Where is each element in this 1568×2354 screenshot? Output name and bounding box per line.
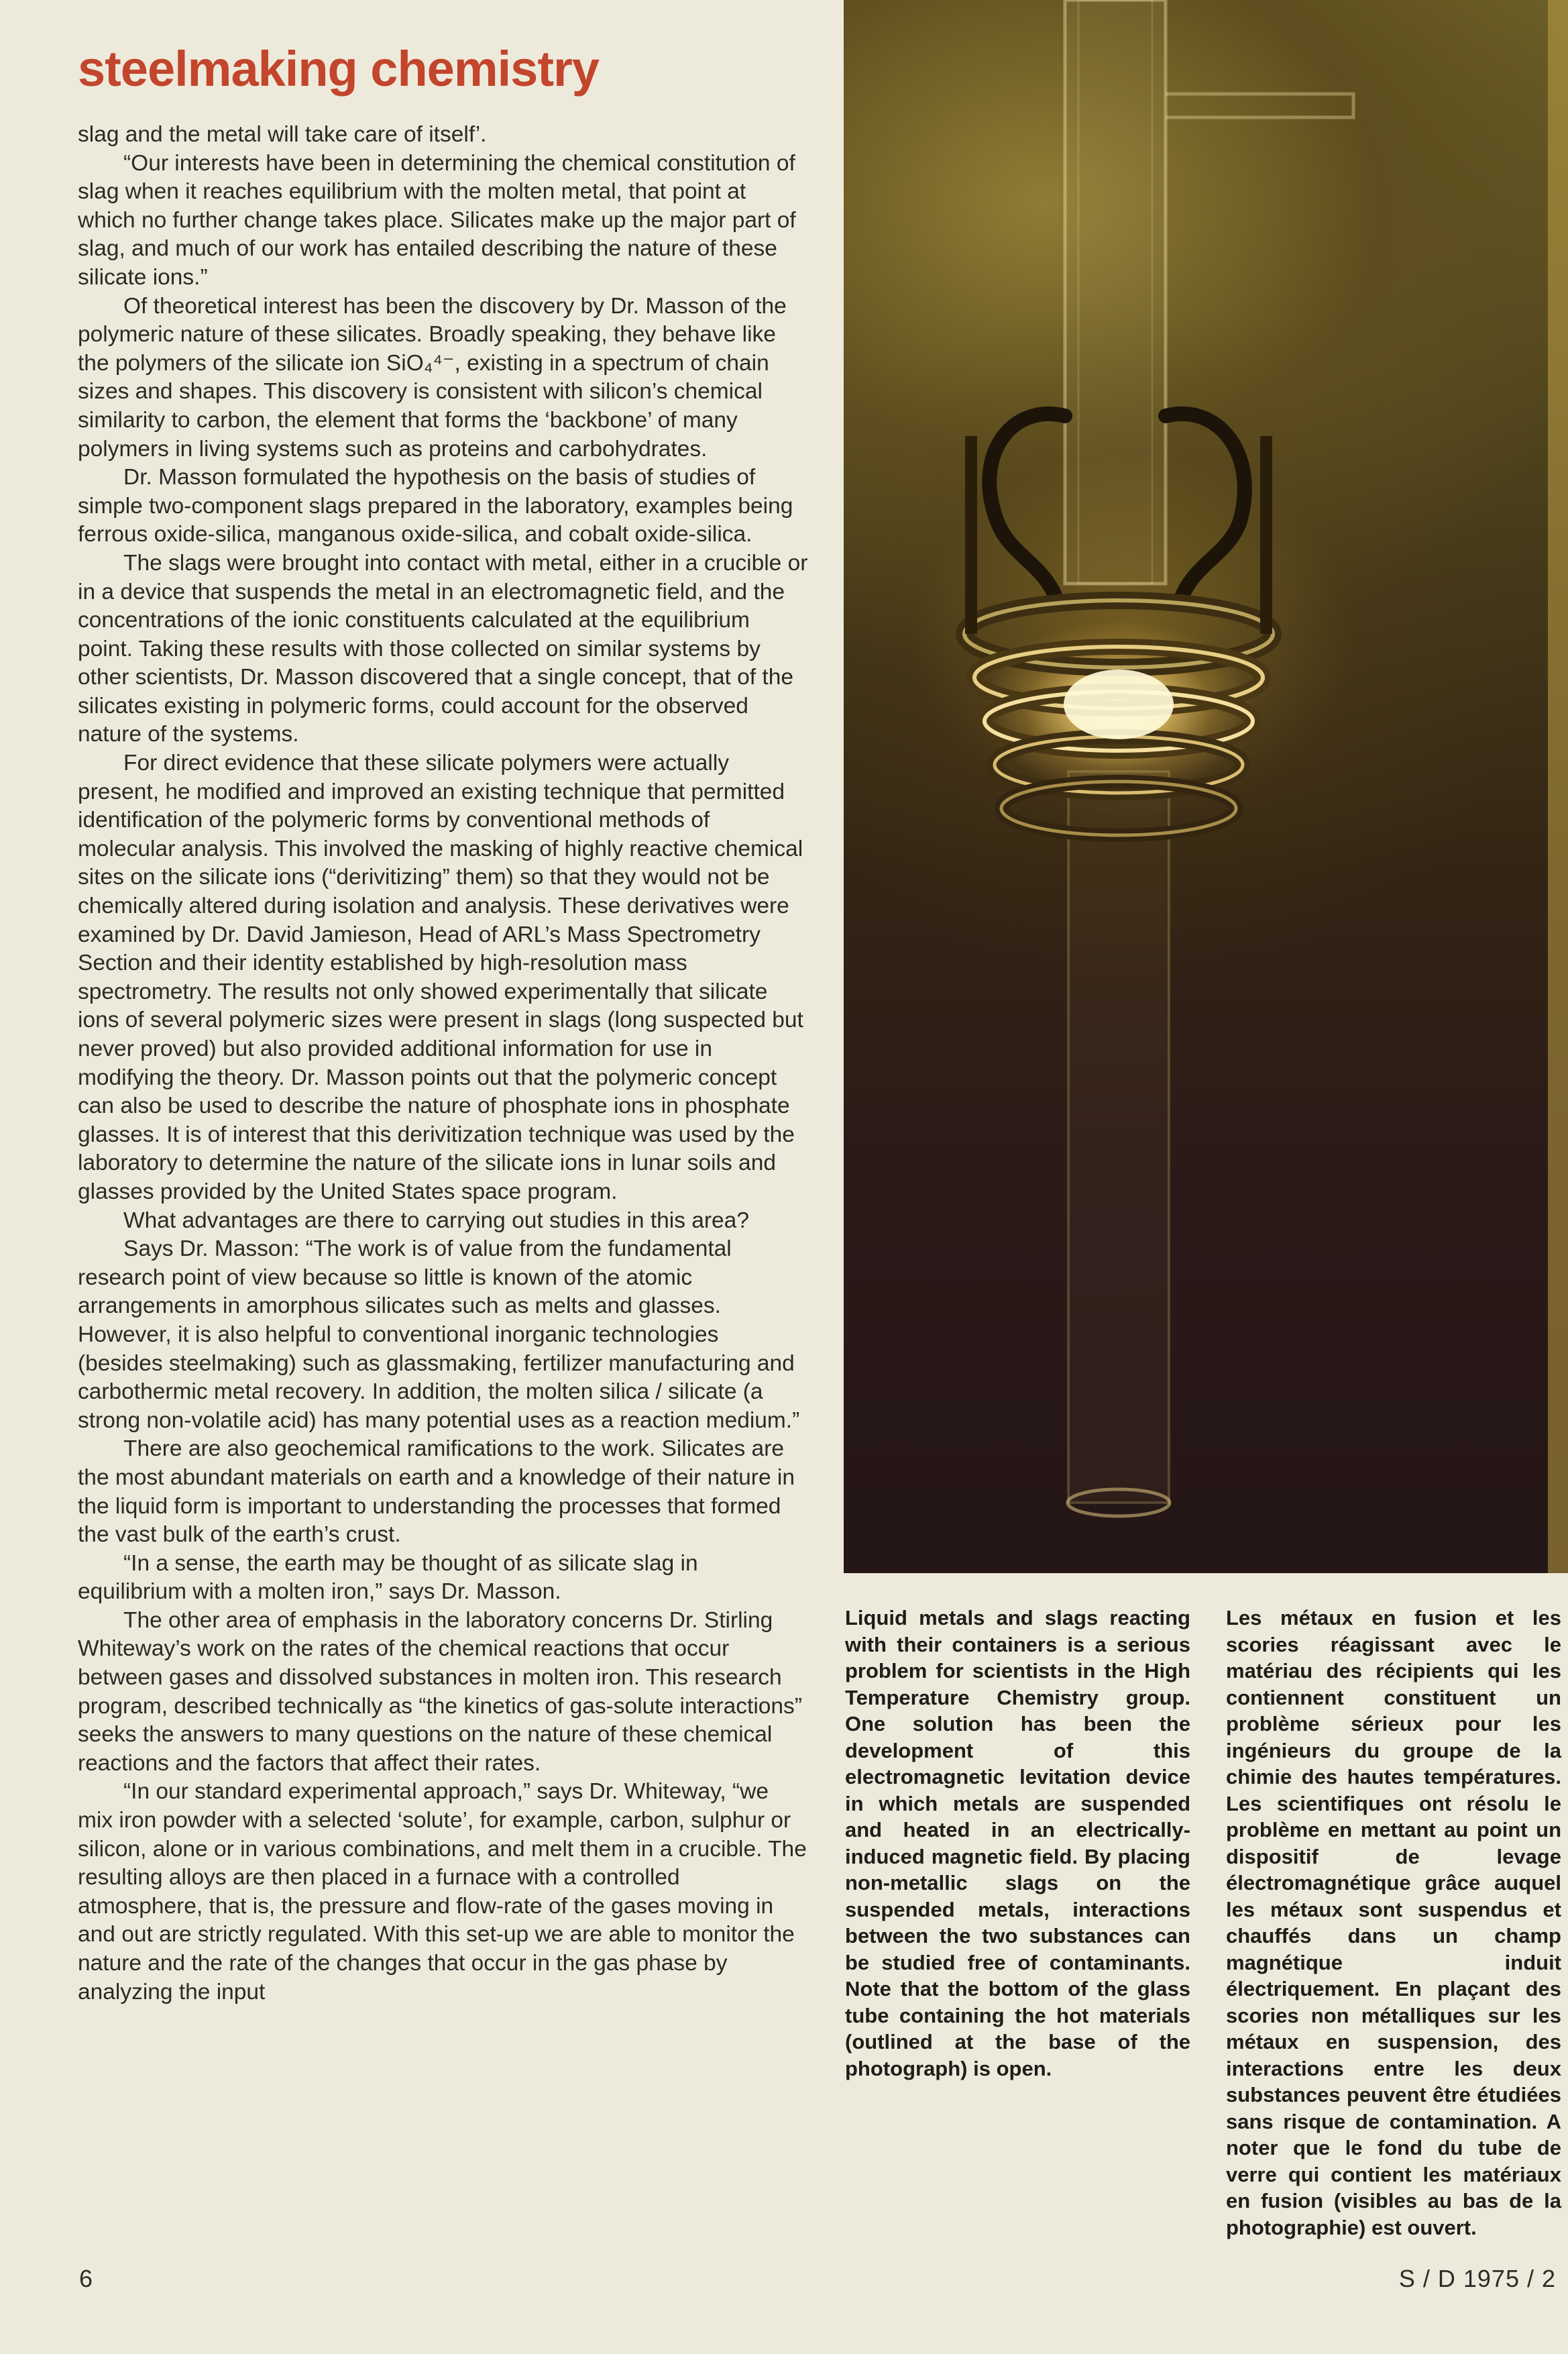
issue-reference: S / D 1975 / 2 <box>1398 2265 1556 2292</box>
article-body <box>78 121 809 2007</box>
article-paragraph: The slags were brought into contact with metal, either in a crucible or in a device that suspends the metal in an electromagnetic field, and the concentrations of the ionic constituents calculated at the equilibrium point. Taking these results with those collected on similar systems by other scientists, Dr. Masson discovered that a single concept, that of the silicates existing in polymeric forms, could account for the observed nature of the systems. <box>78 550 808 747</box>
article-paragraph: Dr. Masson formulated the hypothesis on the basis of studies of simple two-component slags prepared in the laboratory, examples being ferrous oxide-silica, manganous oxide-silica, and cobalt oxide-silica. <box>78 465 793 547</box>
section-title: steelmaking chemistry <box>78 41 599 97</box>
levitation-device-illustration <box>844 0 1568 1573</box>
page-number: 6 <box>79 2265 93 2292</box>
levitation-device-photo <box>844 0 1568 1573</box>
article-paragraph: Of theoretical interest has been the discovery by Dr. Masson of the polymeric nature of these silicates. Broadly speaking, they behave like the polymers of the silicate ion SiO₄⁴⁻, existing in a spectrum of chain sizes and shapes. This discovery is consistent with silicon’s chemical similarity to carbon, the element that forms the ‘backbone’ of many polymers in living systems such as proteins and carbohydrates. <box>78 293 787 462</box>
article-paragraph: There are also geochemical ramifications to the work. Silicates are the most abundant materials on earth and a knowledge of their nature in the liquid form is important to understanding the processes that formed the vast bulk of the earth’s crust. <box>78 1436 795 1548</box>
article-paragraph: “In our standard experimental approach,” says Dr. Whiteway, “we mix iron powder with a selected ‘solute’, for example, carbon, sulphur or silicon, alone or in various combinations, and melt them in a crucible. The resulting alloys are then placed in a furnace with a controlled atmosphere, that is, the pressure and flow-rate of the gases moving in and out are strictly regulated. With this set-up we are able to monitor the nature and the rate of the changes that occur in the gas phase by analyzing the input <box>78 1779 807 2004</box>
article-paragraph: slag and the metal will take care of itself’. <box>78 122 487 147</box>
article-paragraph: For direct evidence that these silicate polymers were actually present, he modified and improved an existing technique that permitted identification of the polymeric forms by conventional methods of molecular analysis. This involved the masking of highly reactive chemical sites on the silicate ions (“derivitizing” them) so that they would not be chemically altered during isolation and analysis. These derivatives were examined by Dr. David Jamieson, Head of ARL’s Mass Spectrometry Section and their identity established by high-resolution mass spectrometry. The results not only showed experimentally that silicate ions of several polymeric sizes were present in slags (long suspected but never proved) but also provided additional information for use in modifying the theory. Dr. Masson points out that the polymeric concept can also be used to describe the nature of phosphate ions in phosphate glasses. It is of interest that this derivitization technique was used by the laboratory to determine the nature of the silicate ions in lunar soils and glasses provided by the United States space program. <box>78 751 803 1204</box>
photo-caption-english: Liquid metals and slags reacting with their containers is a serious problem for scientists in the High Temperature Chemistry group. One solution has been the development of this electromagnetic levitation device in which metals are suspended and heated in an electrically-induced magnetic field. By placing non-metallic slags on the suspended metals, interactions between the two substances can be studied free of contaminants. Note that the bottom of the glass tube containing the hot materials (outlined at the base of the photograph) is open. <box>845 1606 1190 2080</box>
article-paragraph: “Our interests have been in determining the chemical constitution of slag when it reaches equilibrium with the molten metal, that point at which no further change takes place. Silicates make up the major part of slag, and much of our work has entailed describing the nature of these silicate ions.” <box>78 150 796 290</box>
photo-caption-french: Les métaux en fusion et les scories réagissant avec le matériau des récipients qui les contiennent constituent un problème sérieux pour les ingénieurs du groupe de la chimie des hautes températures. Les scientifiques ont résolu le problème en mettant au point un dispositif de levage électromagnétique grâce auquel les métaux sont suspendus et chauffés dans un champ magnétique induit électriquement. En plaçant des scories non métalliques sur les métaux en suspension, des interactions entre les deux substances peuvent être étudiées sans risque de contamination. A noter que le fond du tube de verre qui contient les matériaux en fusion (visibles au bas de la photographie) est ouvert. <box>1226 1606 1561 2239</box>
article-paragraph: Says Dr. Masson: “The work is of value from the fundamental research point of view because so little is known of the atomic arrangements in amorphous silicates such as melts and glasses. However, it is also helpful to conventional inorganic technologies (besides steelmaking) such as glassmaking, fertilizer manufacturing and carbothermic metal recovery. In addition, the molten silica / silicate (a strong non-volatile acid) has many potential uses as a reaction medium.” <box>78 1236 800 1433</box>
article-paragraph: “In a sense, the earth may be thought of as silicate slag in equilibrium with a molten iron,” says Dr. Masson. <box>78 1550 698 1605</box>
article-paragraph: What advantages are there to carrying out studies in this area? <box>123 1208 749 1233</box>
article-paragraph: The other area of emphasis in the laboratory concerns Dr. Stirling Whiteway’s work on the rates of the chemical reactions that occur between gases and dissolved substances in molten iron. This research program, described technically as “the kinetics of gas-solute interactions” seeks the answers to many questions on the nature of these chemical reactions and the factors that affect their rates. <box>78 1607 802 1776</box>
